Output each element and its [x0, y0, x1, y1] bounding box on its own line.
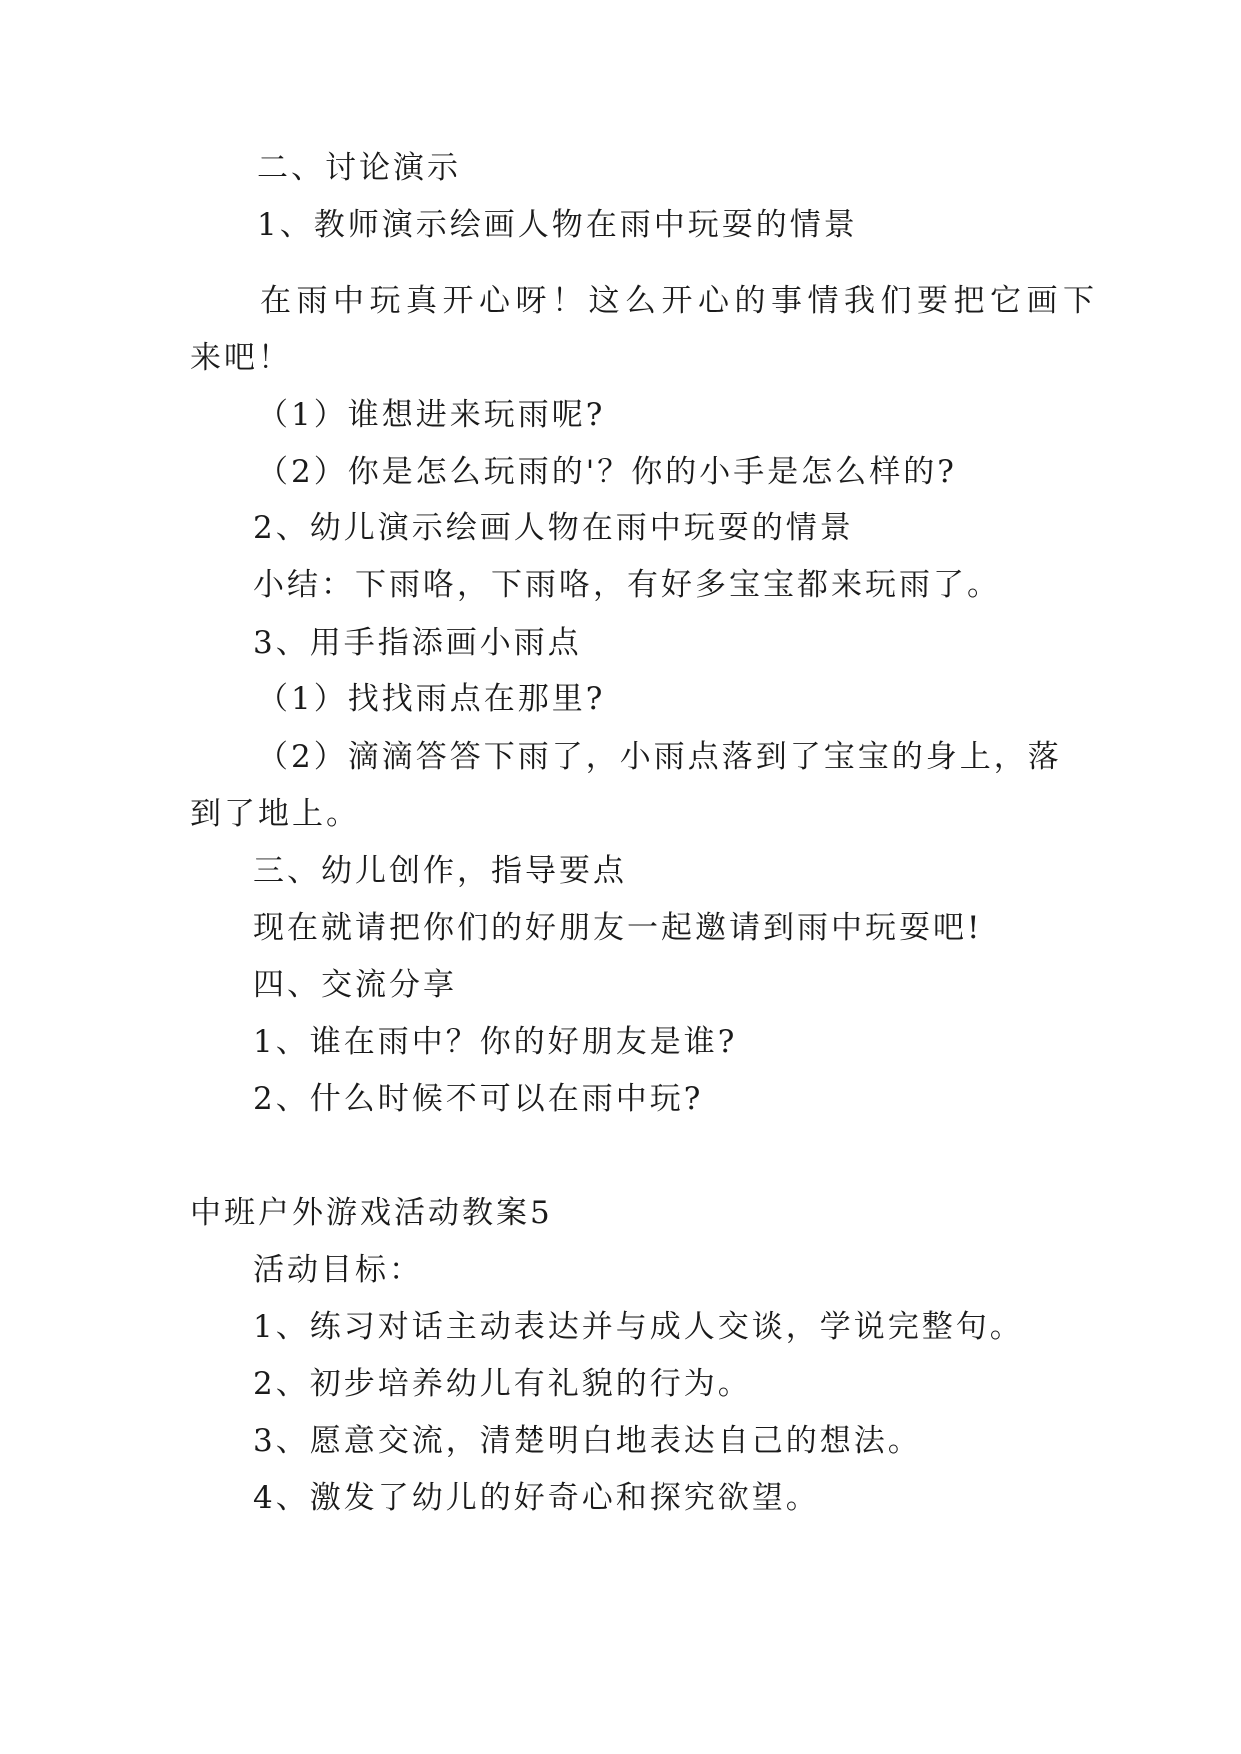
section-heading: 二、讨论演示 — [257, 150, 461, 186]
paragraph-line: 来吧！ — [190, 340, 292, 376]
paragraph-line: 4、激发了幼儿的好奇心和探究欲望。 — [253, 1480, 820, 1516]
document-title: 中班户外游戏活动教案5 — [190, 1195, 553, 1231]
paragraph-line: 在雨中玩真开心呀！这么开心的事情我们要把它画下 — [260, 283, 1100, 319]
paragraph-line: 1、练习对话主动表达并与成人交谈，学说完整句。 — [253, 1309, 1024, 1345]
paragraph-line: 2、初步培养幼儿有礼貌的行为。 — [253, 1366, 752, 1402]
paragraph-line: 现在就请把你们的好朋友一起邀请到雨中玩耍吧! — [253, 910, 983, 946]
paragraph-line: （2）你是怎么玩雨的'？你的小手是怎么样的? — [257, 454, 957, 490]
paragraph-line: （1）谁想进来玩雨呢? — [257, 397, 606, 433]
paragraph-line: 到了地上。 — [190, 796, 360, 832]
paragraph-line: 2、什么时候不可以在雨中玩? — [253, 1081, 704, 1117]
section-heading: 活动目标： — [253, 1252, 423, 1288]
paragraph-line: 2、幼儿演示绘画人物在雨中玩耍的情景 — [253, 510, 854, 546]
paragraph-line: 3、愿意交流，清楚明白地表达自己的想法。 — [253, 1423, 922, 1459]
paragraph-line: 小结：下雨咯，下雨咯，有好多宝宝都来玩雨了。 — [253, 567, 1001, 603]
section-heading: 三、幼儿创作，指导要点 — [253, 853, 627, 889]
paragraph-line: 3、用手指添画小雨点 — [253, 625, 582, 661]
paragraph-line: （2）滴滴答答下雨了，小雨点落到了宝宝的身上，落 — [257, 739, 1062, 775]
paragraph-line: 1、教师演示绘画人物在雨中玩耍的情景 — [257, 207, 858, 243]
section-heading: 四、交流分享 — [253, 967, 457, 1003]
paragraph-line: 1、谁在雨中？你的好朋友是谁? — [253, 1024, 738, 1060]
paragraph-line: （1）找找雨点在那里? — [257, 681, 606, 717]
